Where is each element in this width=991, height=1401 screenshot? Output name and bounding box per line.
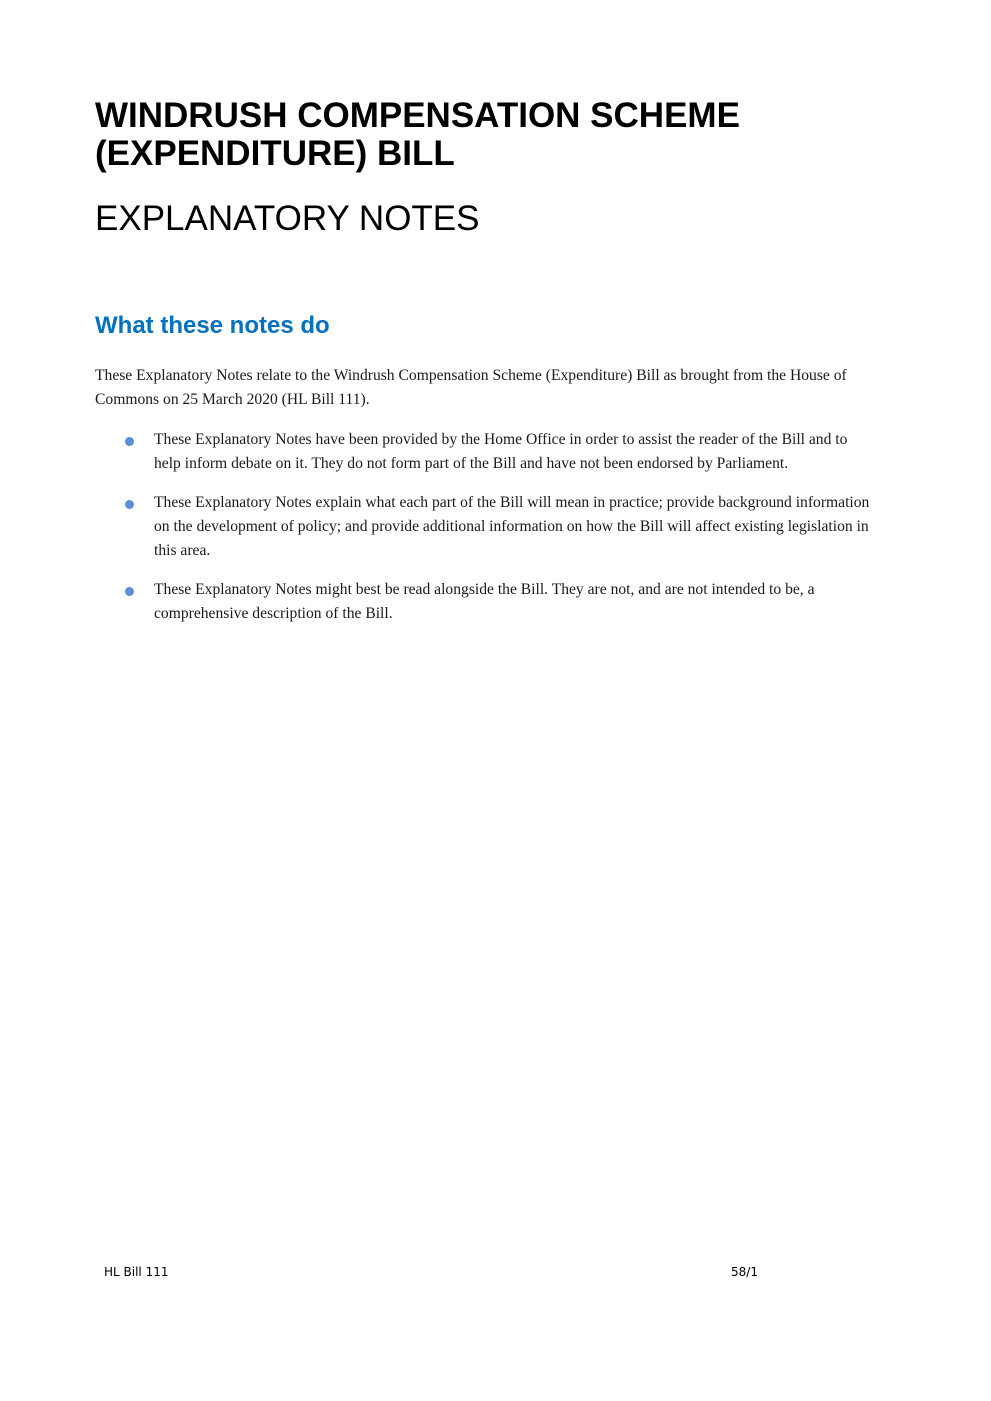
bullet-list [95,428,875,641]
bullet-dot-icon [125,500,134,509]
bullet-dot-icon [125,437,134,446]
bullet-text: These Explanatory Notes explain what each part of the Bill will mean in practice; provide background information on the development of policy; and provide additional information on how the Bill will affect existing legislation in this area. [154,494,870,559]
bullet-item [95,578,875,626]
bullet-dot-icon [125,587,134,596]
section-heading: What these notes do [95,312,330,339]
bullet-item [95,491,875,563]
footer-bill-number: HL Bill 111 [104,1265,169,1279]
bullet-item [95,428,875,476]
bullet-text: These Explanatory Notes have been provided by the Home Office in order to assist the reader of the Bill and to help inform debate on it. They do not form part of the Bill and have not been endorsed by Parliament. [154,431,848,472]
footer-page-ref: 58/1 [731,1265,758,1279]
document-title: WINDRUSH COMPENSATION SCHEME (EXPENDITURE) BILL [95,96,740,173]
intro-paragraph: These Explanatory Notes relate to the Windrush Compensation Scheme (Expenditure) Bill as brought from the House of Commons on 25 March 2020 (HL Bill 111). [95,367,847,408]
document-subtitle: EXPLANATORY NOTES [95,199,480,238]
bullet-text: These Explanatory Notes might best be read alongside the Bill. They are not, and are not intended to be, a comprehensive description of the Bill. [154,581,815,622]
